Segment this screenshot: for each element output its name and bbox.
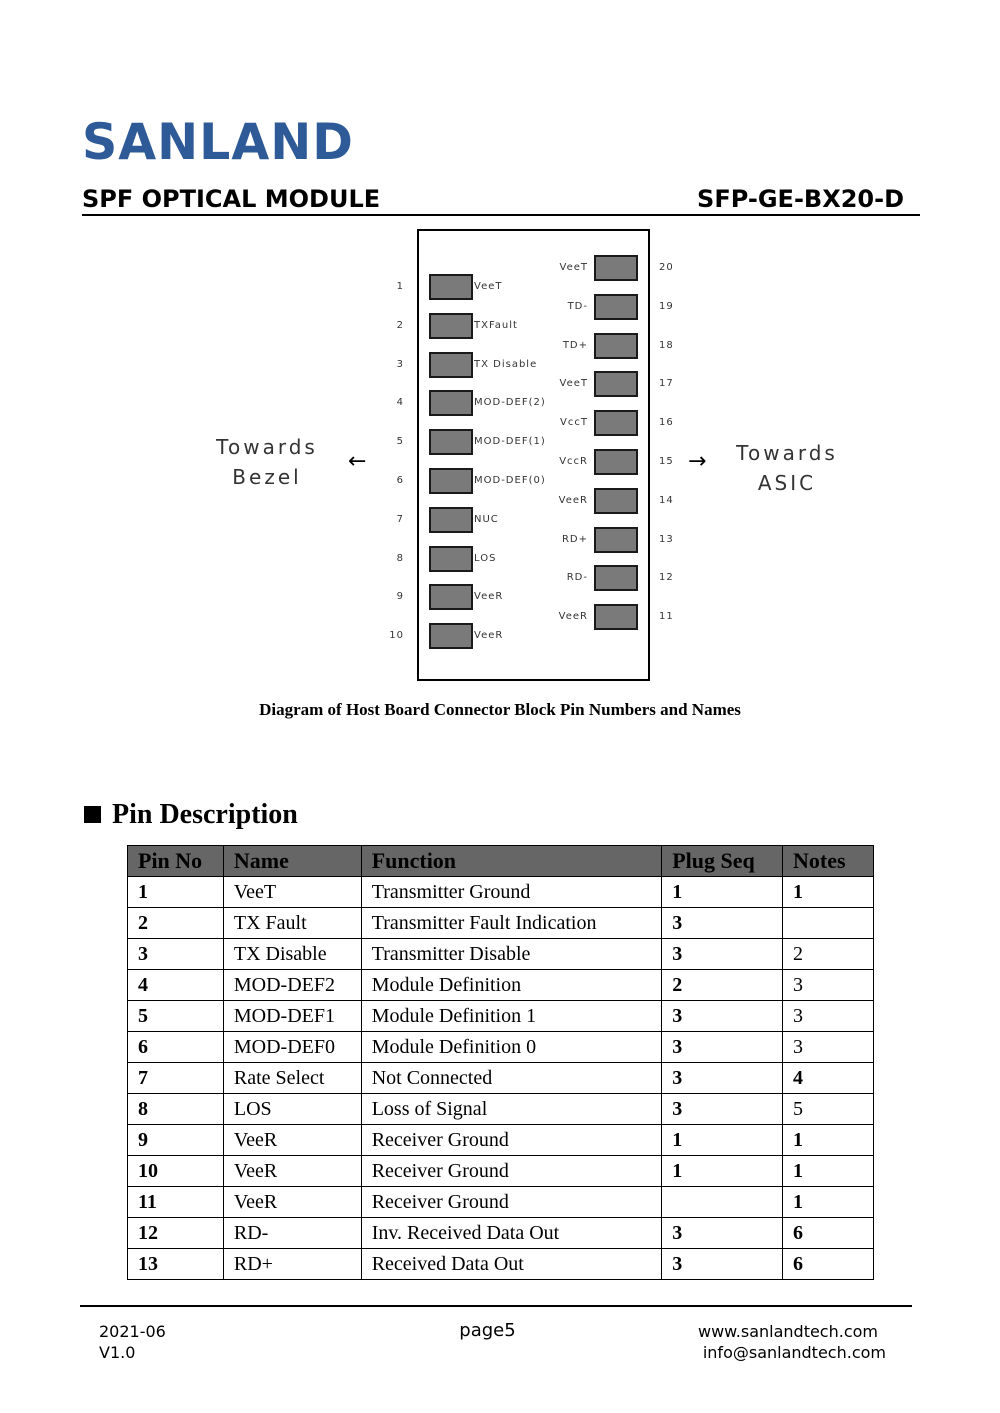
cell-function: Module Definition 1: [361, 1001, 662, 1032]
cell-seq: 3: [662, 1032, 783, 1063]
cell-pin: 7: [128, 1063, 224, 1094]
cell-function: Received Data Out: [361, 1249, 662, 1280]
cell-function: Inv. Received Data Out: [361, 1218, 662, 1249]
cell-pin: 9: [128, 1125, 224, 1156]
pin-label: VeeT: [474, 281, 503, 292]
footer-website-link[interactable]: www.sanlandtech.com: [697, 1322, 878, 1341]
cell-pin: 8: [128, 1094, 224, 1125]
pin-number: 11: [659, 611, 674, 623]
arrow-left-icon: ←: [348, 449, 367, 474]
towards-bezel-line2: Bezel: [232, 465, 302, 489]
cell-function: Receiver Ground: [361, 1125, 662, 1156]
company-logo: SANLAND: [82, 113, 354, 171]
cell-seq: 3: [662, 1094, 783, 1125]
pin-number: 4: [396, 397, 404, 409]
pin-label: VeeT: [559, 262, 588, 273]
pin-label: NUC: [474, 513, 499, 525]
towards-asic-line1: Towards: [736, 441, 838, 465]
pin-number: 15: [659, 456, 674, 467]
cell-pin: 12: [128, 1218, 224, 1249]
cell-name: VeeR: [223, 1156, 361, 1187]
cell-pin: 6: [128, 1032, 224, 1063]
cell-name: TX Fault: [223, 908, 361, 939]
pin-label: VeeR: [558, 494, 588, 506]
table-row: [128, 1156, 874, 1187]
pin-label: VccR: [559, 456, 588, 467]
cell-notes: 3: [783, 1001, 874, 1032]
cell-notes: 5: [783, 1094, 874, 1125]
table-header-row: [128, 846, 874, 877]
cell-notes: 2: [783, 939, 874, 970]
header-divider: [82, 214, 920, 216]
table-body: [128, 877, 874, 1280]
pin-label: TD+: [562, 339, 588, 351]
cell-seq: 1: [662, 1125, 783, 1156]
cell-name: Rate Select: [223, 1063, 361, 1094]
section-title: Pin Description: [112, 799, 298, 830]
footer-divider: [80, 1305, 912, 1307]
cell-function: Module Definition 0: [361, 1032, 662, 1063]
pin-number: 12: [659, 572, 674, 584]
cell-seq: 3: [662, 1001, 783, 1032]
pin-number: 18: [659, 339, 674, 351]
cell-name: MOD-DEF1: [223, 1001, 361, 1032]
table-row: [128, 939, 874, 970]
cell-name: RD+: [223, 1249, 361, 1280]
table-row: [128, 1001, 874, 1032]
cell-function: Receiver Ground: [361, 1156, 662, 1187]
cell-seq: 3: [662, 1218, 783, 1249]
cell-function: Module Definition: [361, 970, 662, 1001]
pin-number: 8: [396, 552, 404, 564]
cell-notes: 6: [783, 1249, 874, 1280]
pin-label: MOD-DEF(1): [474, 436, 546, 448]
footer-email-link[interactable]: info@sanlandtech.com: [702, 1343, 886, 1362]
cell-pin: 11: [128, 1187, 224, 1218]
table-row: [128, 1218, 874, 1249]
pin-number: 13: [659, 533, 674, 545]
table-row: [128, 1249, 874, 1280]
connector-block: [417, 229, 650, 681]
cell-notes: [783, 908, 874, 939]
cell-seq: 1: [662, 1156, 783, 1187]
towards-asic-label: [732, 438, 842, 498]
header-plug-seq: Plug Seq: [662, 846, 783, 877]
cell-name: MOD-DEF0: [223, 1032, 361, 1063]
cell-pin: 2: [128, 908, 224, 939]
pin-description-table: [127, 845, 874, 1280]
cell-pin: 1: [128, 877, 224, 908]
table-row: [128, 1094, 874, 1125]
pin-label: TX Disable: [474, 358, 538, 370]
pin-label: VeeR: [558, 611, 588, 623]
header-name: Name: [223, 846, 361, 877]
cell-name: RD-: [223, 1218, 361, 1249]
header-function: Function: [361, 846, 662, 877]
cell-pin: 3: [128, 939, 224, 970]
towards-bezel-line1: Towards: [216, 435, 318, 459]
cell-notes: 1: [783, 1187, 874, 1218]
cell-seq: [662, 1187, 783, 1218]
cell-function: Transmitter Fault Indication: [361, 908, 662, 939]
cell-name: VeeT: [223, 877, 361, 908]
table-row: [128, 877, 874, 908]
pin-label: LOS: [474, 552, 497, 564]
pin-label: VccT: [560, 417, 588, 429]
pin-number: 17: [659, 378, 674, 390]
cell-function: Transmitter Ground: [361, 877, 662, 908]
pin-number: 7: [396, 513, 404, 525]
pin-number: 5: [396, 436, 404, 448]
cell-function: Transmitter Disable: [361, 939, 662, 970]
footer-page-number: page5: [459, 1320, 516, 1341]
footer-version: V1.0: [99, 1343, 136, 1362]
cell-notes: 3: [783, 1032, 874, 1063]
cell-notes: 1: [783, 1156, 874, 1187]
cell-notes: 1: [783, 877, 874, 908]
table-row: [128, 970, 874, 1001]
cell-seq: 1: [662, 877, 783, 908]
pin-label: VeeR: [474, 591, 504, 603]
cell-seq: 3: [662, 1063, 783, 1094]
table-row: [128, 1032, 874, 1063]
cell-seq: 3: [662, 939, 783, 970]
cell-notes: 3: [783, 970, 874, 1001]
pin-label: RD-: [566, 572, 588, 584]
pin-number: 1: [396, 281, 404, 292]
header-pin-no: Pin No: [128, 846, 224, 877]
cell-pin: 4: [128, 970, 224, 1001]
towards-asic-line2: ASIC: [757, 471, 817, 495]
pin-label: TXFault: [474, 319, 518, 331]
pin-number: 16: [659, 417, 674, 429]
pin-label: RD+: [561, 533, 588, 545]
cell-pin: 13: [128, 1249, 224, 1280]
table-row: [128, 1187, 874, 1218]
pin-label: MOD-DEF(0): [474, 475, 546, 486]
pin-number: 2: [396, 319, 404, 331]
header-notes: Notes: [783, 846, 874, 877]
pin-label: TD-: [567, 300, 588, 312]
table-row: [128, 908, 874, 939]
cell-name: VeeR: [223, 1125, 361, 1156]
cell-seq: 3: [662, 1249, 783, 1280]
document-title: SPF OPTICAL MODULE: [82, 185, 381, 213]
cell-seq: 3: [662, 908, 783, 939]
pin-label: VeeR: [474, 630, 504, 642]
pin-number: 19: [659, 300, 674, 312]
pin-number: 3: [396, 358, 404, 370]
pin-number: 9: [396, 591, 404, 603]
footer-date: 2021-06: [99, 1322, 166, 1341]
towards-bezel-label: [212, 432, 322, 492]
pin-label: VeeT: [559, 378, 588, 390]
cell-seq: 2: [662, 970, 783, 1001]
model-number: SFP-GE-BX20-D: [697, 185, 904, 213]
cell-name: MOD-DEF2: [223, 970, 361, 1001]
cell-name: VeeR: [223, 1187, 361, 1218]
cell-notes: 6: [783, 1218, 874, 1249]
pin-number: 6: [396, 475, 404, 486]
pin-label: MOD-DEF(2): [474, 397, 546, 409]
pin-number: 14: [659, 494, 674, 506]
cell-function: Receiver Ground: [361, 1187, 662, 1218]
cell-name: TX Disable: [223, 939, 361, 970]
cell-pin: 10: [128, 1156, 224, 1187]
cell-function: Loss of Signal: [361, 1094, 662, 1125]
arrow-right-icon: →: [688, 449, 707, 474]
cell-name: LOS: [223, 1094, 361, 1125]
cell-function: Not Connected: [361, 1063, 662, 1094]
table-row: [128, 1125, 874, 1156]
section-bullet-icon: [84, 806, 101, 823]
diagram-caption: Diagram of Host Board Connector Block Pin Numbers and Names: [259, 700, 741, 719]
pin-number: 10: [389, 630, 404, 642]
cell-notes: 4: [783, 1063, 874, 1094]
table-row: [128, 1063, 874, 1094]
pin-number: 20: [659, 262, 674, 273]
cell-pin: 5: [128, 1001, 224, 1032]
cell-notes: 1: [783, 1125, 874, 1156]
